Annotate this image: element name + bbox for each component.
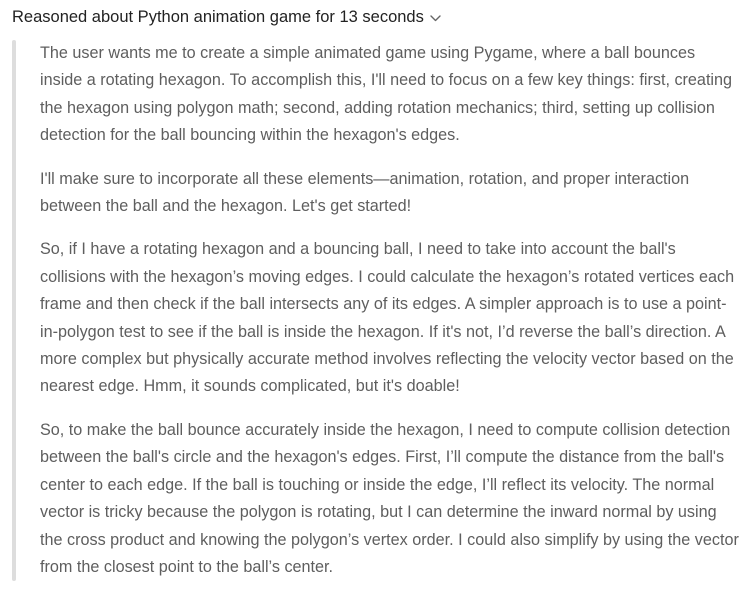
- reasoning-panel: [12, 40, 742, 581]
- reasoning-paragraph: So, if I have a rotating hexagon and a bouncing ball, I need to take into account the ball's collisions with the hexagon’s moving edges. I could calculate the hexagon’s rotated vertices each frame and then check if the ball intersects any of its edges. A simpler approach is to use a point-in-polygon test to see if the ball is inside the hexagon. If it's not, I’d reverse the ball’s direction. A more complex but physically accurate method involves reflecting the velocity vector based on the nearest edge. Hmm, it sounds complicated, but it's doable!: [40, 240, 735, 396]
- reasoning-toggle[interactable]: [12, 4, 441, 30]
- chevron-down-icon: [430, 15, 441, 22]
- reasoning-content: [40, 40, 740, 581]
- reasoning-title: Reasoned about Python animation game for 13 seconds: [12, 7, 424, 26]
- reasoning-paragraph: The user wants me to create a simple animated game using Pygame, where a ball bounces inside a rotating hexagon. To accomplish this, I'll need to focus on a few key things: first, creating the hexagon using polygon math; second, adding rotation mechanics; third, setting up collision detection for the ball bouncing within the hexagon's edges.: [40, 44, 733, 145]
- quote-rule: [12, 40, 16, 581]
- reasoning-paragraph: I'll make sure to incorporate all these elements—animation, rotation, and proper interaction between the ball and the hexagon. Let's get started!: [40, 169, 690, 216]
- reasoning-paragraph: So, to make the ball bounce accurately inside the hexagon, I need to compute collision detection between the ball's circle and the hexagon's edges. First, I’ll compute the distance from the ball's center to each edge. If the ball is touching or inside the edge, I’ll reflect its velocity. The normal vector is tricky because the polygon is rotating, but I can determine the inward normal by using the cross product and knowing the polygon’s vertex order. I could also simplify by using the vector from the closest point to the ball’s center.: [40, 420, 739, 576]
